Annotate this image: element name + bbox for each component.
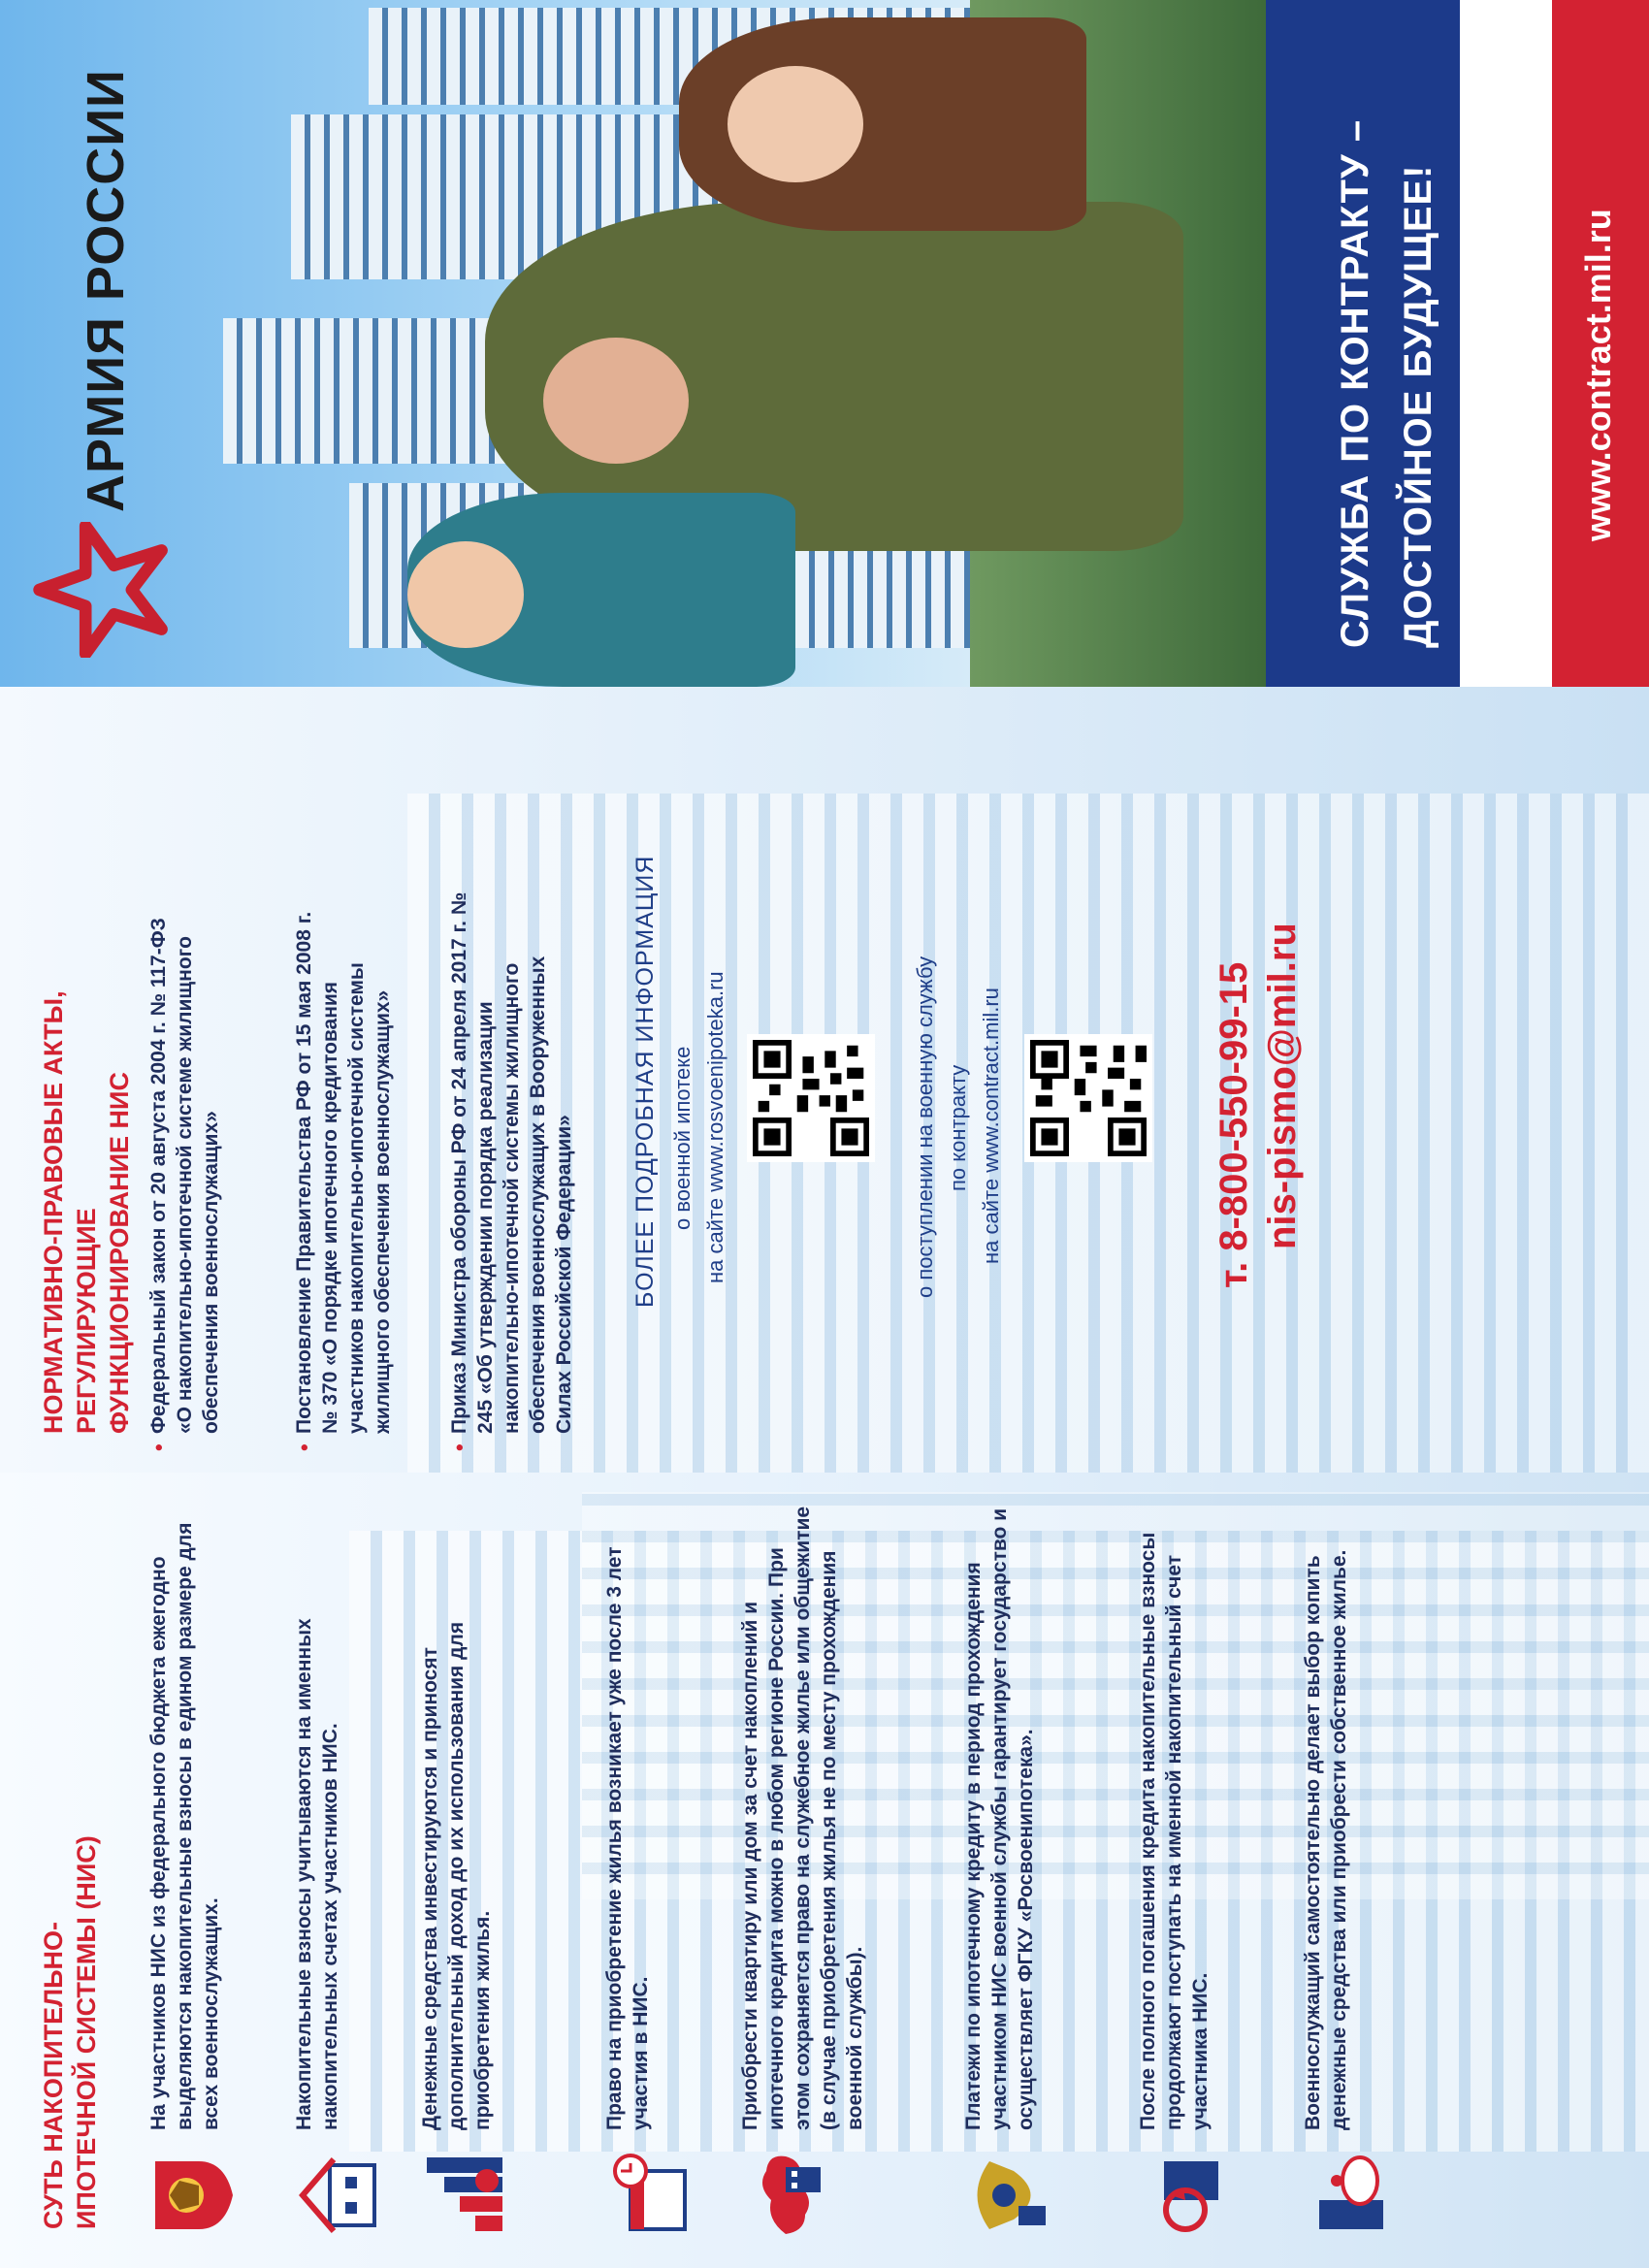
eagle-emblem-icon (960, 2152, 1050, 2239)
red-star-icon (29, 522, 175, 658)
refresh-house-icon (1135, 2152, 1224, 2239)
piggy-bank-icon (1300, 2152, 1389, 2239)
more-info-heading: БОЛЕЕ ПОДРОБНАЯ ИНФОРМАЦИЯ (631, 855, 659, 1308)
child-face (407, 541, 524, 648)
slogan-banner (1266, 0, 1649, 687)
nis-fact-item (737, 1502, 868, 2239)
legal-act-item: • Постановление Правительства РФ от 15 мая 2008 г. № 370 «О порядке ипотечного кредитования участников накопительно-ипотечной системы жилищного обеспечения военнослужащих» (291, 891, 396, 1434)
slogan-line: ДОСТОЙНОЕ БУДУЩЕЕ! (1397, 164, 1439, 648)
house-icon (291, 2152, 380, 2239)
nis-essence-panel (0, 1473, 1649, 2268)
legal-acts-title (37, 988, 136, 1434)
section-title: НОРМАТИВНО-ПРАВОВЫЕ АКТЫ, РЕГУЛИРУЮЩИЕ ФУНКЦИОНИРОВАНИЕ НИС (39, 990, 134, 1434)
hotline-phone[interactable]: т. 8-800-550-99-15 (1212, 961, 1255, 1288)
brand-name: АРМИЯ РОССИИ (77, 69, 135, 512)
legal-act-item: • Федеральный закон от 20 августа 2004 г. № 117-ФЗ «О накопительно-ипотечной системе жилищного обеспечения военнослужащих» (146, 891, 224, 1434)
fact-text: После полного погашения кредита накопительные взносы продолжают поступать на именной накопительный счет участника НИС. (1137, 1532, 1212, 2130)
fact-text: Приобрести квартиру или дом за счет накоплений и ипотечного кредита можно в любом регионе России. При этом сохраняется право на служебное жилье или общежитие (в случае приобретения жилья не по месту прохождения военной службы). (739, 1506, 866, 2130)
slogan-line: СЛУЖБА ПО КОНТРАКТУ – (1334, 118, 1376, 648)
contact-email[interactable]: nis-pismo@mil.ru (1261, 923, 1304, 1249)
nis-fact-item (1300, 1502, 1389, 2239)
woman-face (728, 66, 863, 182)
nis-fact-item (1135, 1502, 1224, 2239)
banner-white-band (1460, 0, 1552, 687)
nis-fact-item (291, 1502, 380, 2239)
contract-link[interactable]: на сайте www.contract.mil.ru (979, 988, 1003, 1264)
nis-fact-item (601, 1502, 691, 2239)
fact-text: Платежи по ипотечному кредиту в период прохождения участником НИС военной службы гарантирует государство и осуществляет ФГКУ «Росвоенипотека». (962, 1507, 1037, 2130)
emblem-icon (146, 2152, 235, 2239)
nis-fact-item (960, 1502, 1050, 2239)
fact-text: Накопительные взносы учитываются на именных накопительных счетах участников НИС. (293, 1618, 341, 2130)
service-info-line: по контракту (946, 1064, 970, 1191)
qr-code-icon[interactable] (1024, 1034, 1152, 1162)
army-logo (0, 0, 213, 687)
fact-text: Денежные средства инвестируются и приносят дополнительный доход до их использования для приобретения жилья. (419, 1621, 494, 2130)
contract-site-link[interactable]: www.contract.mil.ru (1578, 209, 1618, 541)
cover-panel (0, 0, 1649, 687)
soldier-face (543, 338, 689, 464)
rosvoenipoteka-link[interactable]: на сайте www.rosvoenipoteka.ru (703, 971, 728, 1283)
fact-text: Военнослужащий самостоятельно делает выбор копить денежные средства или приобрести собственное жилье. (1302, 1549, 1350, 2130)
russia-map-icon (737, 2152, 826, 2239)
calendar-house-icon (601, 2152, 691, 2239)
fact-text: Право на приобретение жилья возникает уже после 3 лет участия в НИС. (603, 1546, 652, 2130)
legal-acts-panel (0, 687, 1649, 1473)
growth-icon (417, 2152, 506, 2239)
qr-code-icon[interactable] (747, 1034, 875, 1162)
more-info-line: о военной ипотеке (670, 1046, 695, 1230)
section-title: СУТЬ НАКОПИТЕЛЬНО-ИПОТЕЧНОЙ СИСТЕМЫ (НИС) (39, 1835, 101, 2229)
nis-fact-item (417, 1502, 506, 2239)
fact-text: На участников НИС из федерального бюджета ежегодно выделяются накопительные взносы в едином размере для всех военнослужащих. (147, 1522, 222, 2130)
service-info-line: о поступлении на военную службу (913, 956, 937, 1298)
nis-essence-title (37, 1822, 103, 2229)
legal-act-item: • Приказ Министра обороны РФ от 24 апреля 2017 г. № 245 «Об утверждении порядка реализации накопительно-ипотечной системы жилищного обеспечения военнослужащих в Вооруженных Силах Российской Федерации» (446, 891, 577, 1434)
nis-fact-item (146, 1502, 235, 2239)
